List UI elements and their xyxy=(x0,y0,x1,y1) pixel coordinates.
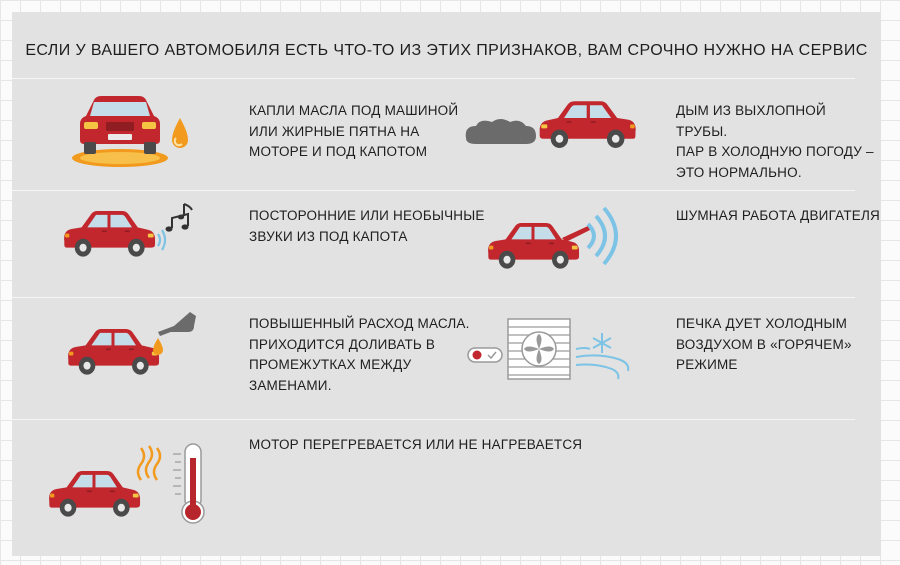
car-oil-can-icon xyxy=(64,308,204,380)
sign-text: ПЕЧКА ДУЕТ ХОЛОДНЫМ ВОЗДУХОМ В «ГОРЯЧЕМ» РЕЖИМЕ xyxy=(676,316,852,372)
car-oil-drop-icon xyxy=(70,94,200,174)
heater-cold-air-icon xyxy=(468,315,644,385)
page-title: ЕСЛИ У ВАШЕГО АВТОМОБИЛЯ ЕСТЬ ЧТО-ТО ИЗ ЭТИХ ПРИЗНАКОВ, ВАМ СРОЧНО НУЖНО НА СЕРВИС xyxy=(25,42,868,59)
sign-text: ПОВЫШЕННЫЙ РАСХОД МАСЛА. ПРИХОДИТСЯ ДОЛИВАТЬ В ПРОМЕЖУТКАХ МЕЖДУ ЗАМЕНАМИ. xyxy=(249,316,470,393)
sign-text: ШУМНАЯ РАБОТА ДВИГАТЕЛЯ xyxy=(676,208,880,223)
car-music-sound-icon xyxy=(60,200,200,270)
divider xyxy=(12,297,855,298)
sign-text: ПОСТОРОННИЕ ИЛИ НЕОБЫЧНЫЕ ЗВУКИ ИЗ ПОД КАПОТА xyxy=(249,208,485,244)
divider xyxy=(12,419,855,420)
car-thermometer-icon xyxy=(45,440,225,526)
car-open-hood-noise-icon xyxy=(484,202,634,282)
divider xyxy=(12,78,855,79)
sign-text: МОТОР ПЕРЕГРЕВАЕТСЯ ИЛИ НЕ НАГРЕВАЕТСЯ xyxy=(249,437,583,452)
sign-text: КАПЛИ МАСЛА ПОД МАШИНОЙ ИЛИ ЖИРНЫЕ ПЯТНА НА МОТОРЕ И ПОД КАПОТОМ xyxy=(249,103,459,159)
car-exhaust-smoke-icon xyxy=(464,96,644,158)
divider xyxy=(12,190,855,191)
sign-text: ДЫМ ИЗ ВЫХЛОПНОЙ ТРУБЫ. ПАР В ХОЛОДНУЮ ПОГОДУ – ЭТО НОРМАЛЬНО. xyxy=(676,103,874,180)
infographic-panel xyxy=(12,12,881,556)
